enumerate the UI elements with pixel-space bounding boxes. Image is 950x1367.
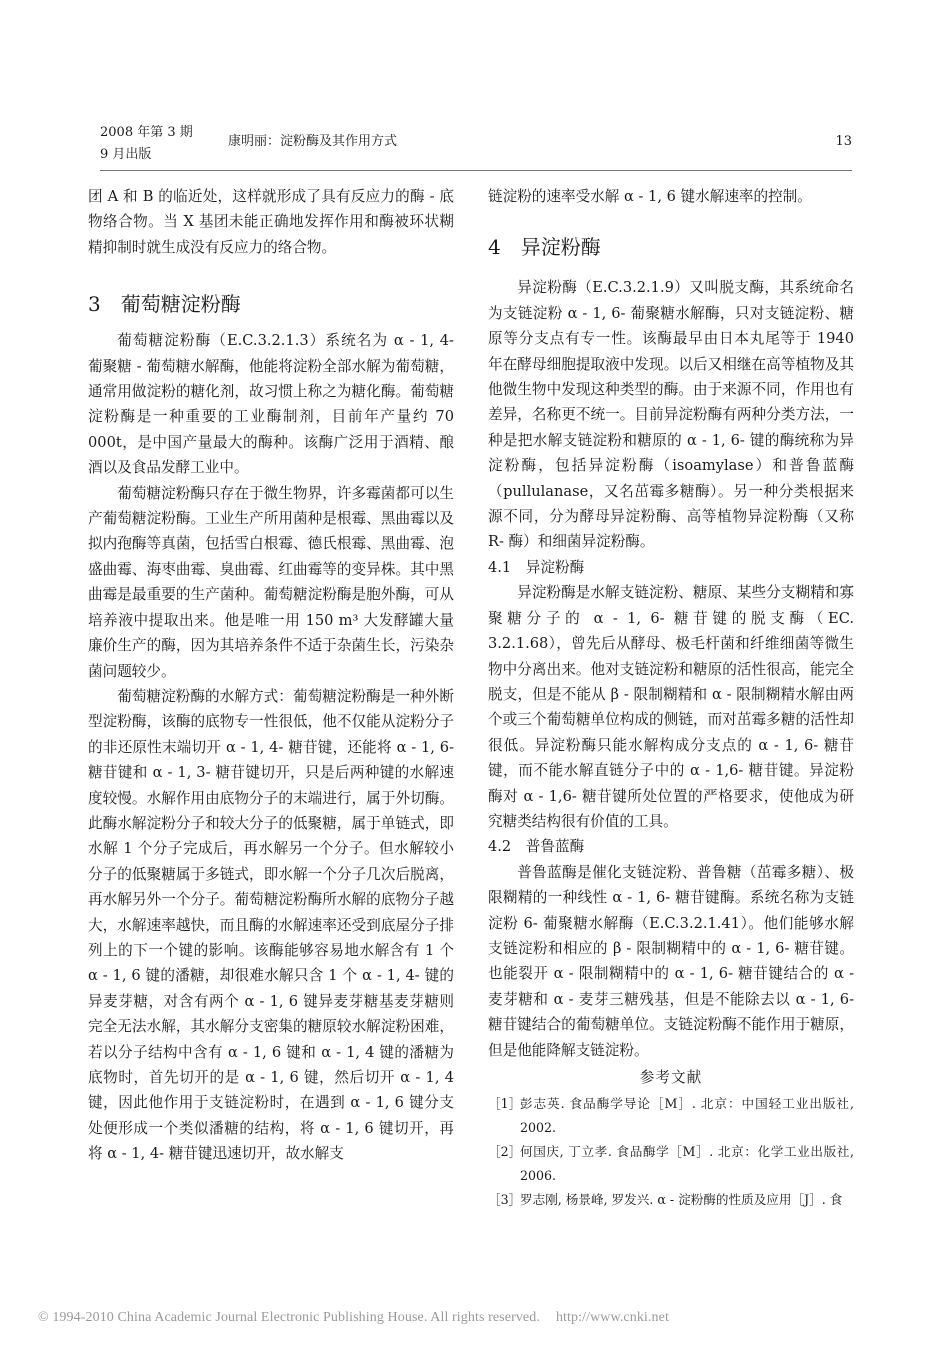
references-list [488, 1092, 854, 1212]
reference-text: 罗志刚, 杨景峰, 罗发兴. α - 淀粉酶的性质及应用［J］. 食 [520, 1192, 843, 1208]
issue-info [100, 122, 193, 166]
subsection-4-2-title: 4.2 普鲁蓝酶 [488, 838, 585, 856]
reference-number: ［3］ [488, 1192, 522, 1208]
page-header [100, 118, 852, 171]
page-number: 13 [835, 134, 852, 149]
reference-number: ［2］ [488, 1144, 522, 1160]
running-title: 康明丽：淀粉酶及其作用方式 [228, 134, 398, 149]
reference-number: ［1］ [488, 1096, 522, 1112]
right-column [488, 184, 854, 1212]
issue-line-2: 9 月出版 [100, 147, 152, 162]
reference-item [488, 1092, 854, 1140]
copyright-footer [38, 1310, 669, 1326]
reference-text: 何国庆, 丁立孝. 食品酶学［M］. 北京：化学工业出版社, 2006. [520, 1144, 854, 1184]
section-4-title: 4 异淀粉酶 [488, 235, 601, 260]
reference-item [488, 1188, 854, 1212]
reference-text: 彭志英. 食品酶学导论［M］. 北京：中国轻工业出版社, 2002. [520, 1096, 854, 1136]
left-column [88, 184, 454, 1167]
subsection-4-2-paragraph: 普鲁蓝酶是催化支链淀粉、普鲁糖（茁霉多糖）、极限糊精的一种线性 α - 1, 6- 糖苷键酶。系统名称为支链淀粉 6- 葡聚糖水解酶（E.C.3.2.1.41）。他们能够水解支链淀粉和相应的 β - 限制糊精中的 α - 1, 6- 糖苷键。也能裂开 α - 限制糊精中的 α - 1, 6- 糖苷键结合的 α - 麦芽糖和 α - 麦芽三糖残基，但是不能除去以 α - 1, 6- 糖苷键结合的葡萄糖单位。支链淀粉酶不能作用于糖原，但是他能降解支链淀粉。 [488, 863, 854, 1059]
subsection-4-1-paragraph: 异淀粉酶是水解支链淀粉、糖原、某些分支糊精和寡聚糖分子的 α - 1, 6- 糖苷键的脱支酶（EC. 3.2.1.68），曾先后从酵母、极毛杆菌和纤维细菌等微生物中分离出来。他对支链淀粉和糖原的活性很高，能完全脱支，但是不能从 β - 限制糊精和 α - 限制糊精水解由两个或三个葡萄糖单位构成的侧链，而对茁霉多糖的活性却很低。异淀粉酶只能水解构成分支点的 α - 1, 6- 糖苷键，而不能水解直链分子中的 α - 1,6- 糖苷键。异淀粉酶对 α - 1,6- 糖苷键所处位置的严格要求，使他成为研究糖类结构很有价值的工具。 [488, 584, 854, 830]
issue-line-1: 2008 年第 3 期 [100, 125, 193, 140]
footer-url[interactable]: http://www.cnki.net [555, 1310, 669, 1325]
section-3-title: 3 葡萄糖淀粉酶 [88, 292, 241, 317]
references-title: 参考文献 [639, 1069, 703, 1086]
section-3-paragraph-1: 葡萄糖淀粉酶（E.C.3.2.1.3）系统名为 α - 1, 4- 葡聚糖 - 葡萄糖水解酶，他能将淀粉全部水解为葡萄糖，通常用做淀粉的糖化剂，故习惯上称之为糖化酶。葡萄糖淀粉酶是一种重要的工业酶制剂，目前年产量约 70 000t，是中国产量最大的酶种。该酶广泛用于酒精、酿酒以及食品发酵工业中。 [88, 332, 454, 477]
reference-item [488, 1140, 854, 1188]
copyright-text: © 1994-2010 China Academic Journal Electronic Publishing House. All rights reserved. [38, 1310, 540, 1325]
subsection-4-1-title: 4.1 异淀粉酶 [488, 558, 585, 576]
section-3-paragraph-3: 葡萄糖淀粉酶的水解方式：葡萄糖淀粉酶是一种外断型淀粉酶，该酶的底物专一性很低，他不仅能从淀粉分子的非还原性末端切开 α - 1, 4- 糖苷键，还能将 α - 1, 6- 糖苷键和 α - 1, 3- 糖苷键切开，只是后两种键的水解速度较慢。水解作用由底物分子的末端进行，属于外切酶。此酶水解淀粉分子和较大分子的低聚糖，属于单链式，即水解 1 个分子完成后，再水解另一个分子。但水解较小分子的低聚糖属于多链式，即水解一个分子几次后脱离，再水解另外一个分子。葡萄糖淀粉酶所水解的底物分子越大，水解速率越快，而且酶的水解速率还受到底屋分子排列上的下一个键的影响。该酶能够容易地水解含有 1 个 α - 1, 6 键的潘糖，却很难水解只含 1 个 α - 1, 4- 键的异麦芽糖，对含有两个 α - 1, 6 键异麦芽糖基麦芽糖则完全无法水解，其水解分支密集的糖原较水解淀粉困难，若以分子结构中含有 α - 1, 6 键和 α - 1, 4 键的潘糖为底物时，首先切开的是 α - 1, 6 键，然后切开 α - 1, 4 键，因此他作用于支链淀粉时，在遇到 α - 1, 6 键分支处便形成一个类似潘糖的结构，将 α - 1, 6 键切开，再将 α - 1, 4- 糖苷键迅速切开，故水解支 [88, 687, 454, 1163]
paragraph-continued: 链淀粉的速率受水解 α - 1, 6 键水解速率的控制。 [488, 188, 812, 205]
paragraph-continued: 团 A 和 B 的临近处，这样就形成了具有反应力的酶 - 底物络合物。当 X 基团未能正确地发挥作用和酶被环状糊精抑制时就生成没有反应力的络合物。 [88, 188, 454, 256]
section-4-paragraph-1: 异淀粉酶（E.C.3.2.1.9）又叫脱支酶，其系统命名为支链淀粉 α - 1, 6- 葡聚糖水解酶，只对支链淀粉、糖原等分支点有专一性。该酶最早由日本丸尾等于 1940 年在酵母细胞提取液中发现。以后又相继在高等植物及其他微生物中发现这种类型的酶。由于来源不同，作用也有差异，名称更不统一。目前异淀粉酶有两种分类方法，一种是把水解支链淀粉和糖原的 α - 1, 6- 键的酶统称为异淀粉酶，包括异淀粉酶（isoamylase）和普鲁蓝酶（pullulanase，又名茁霉多糖酶）。另一种分类根据来源不同，分为酵母异淀粉酶、高等植物异淀粉酶（又称 R- 酶）和细菌异淀粉酶。 [488, 279, 854, 551]
section-3-paragraph-2: 葡萄糖淀粉酶只存在于微生物界，许多霉菌都可以生产葡萄糖淀粉酶。工业生产所用菌种是根霉、黑曲霉以及拟内孢酶等真菌，包括雪白根霉、德氏根霉、黑曲霉、泡盛曲霉、海枣曲霉、臭曲霉、红曲霉等的变异株。其中黑曲霉是最重要的生产菌种。葡萄糖淀粉酶是胞外酶，可从培养液中提取出来。他是唯一用 150 m³ 大发酵罐大量廉价生产的酶，因为其培养条件不适于杂菌生长，污染杂菌问题较少。 [88, 484, 454, 680]
